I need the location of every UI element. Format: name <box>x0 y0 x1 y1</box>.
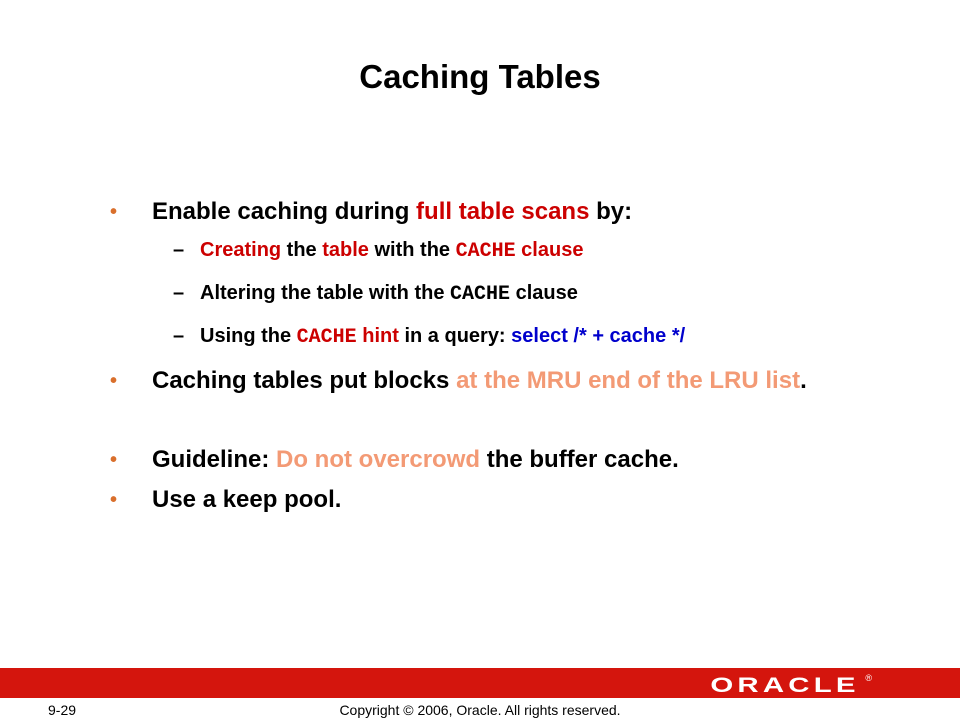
page-number: 9-29 <box>48 702 77 718</box>
bullet-text: Guideline: <box>152 446 277 473</box>
sub-bullet-using-hint <box>173 322 686 352</box>
bullet-icon: • <box>110 449 118 471</box>
code-cache: CACHE <box>455 240 516 263</box>
sub-bullet-text: Altering the table with the <box>200 282 451 304</box>
highlight-table: table <box>322 239 369 261</box>
highlight-clause: clause <box>515 239 584 261</box>
sub-bullet-text: in a query: <box>398 325 512 347</box>
code-cache: CACHE <box>296 326 357 349</box>
bullet-text: by: <box>589 198 633 225</box>
bullet-enable-caching <box>110 195 872 229</box>
bullet-icon: • <box>110 370 118 392</box>
dash-icon: – <box>173 282 185 304</box>
dash-icon: – <box>173 239 185 261</box>
bullet-text: Use a keep pool. <box>152 486 342 513</box>
sub-bullet-altering <box>173 279 578 309</box>
code-cache: CACHE <box>450 283 511 306</box>
bullet-text: Caching tables put blocks <box>152 367 457 394</box>
highlight-hint: hint <box>356 325 399 347</box>
copyright-notice: Copyright © 2006, Oracle. All rights reserved. <box>339 702 621 718</box>
dash-icon: – <box>173 325 185 347</box>
bullet-icon: • <box>110 201 118 223</box>
bullet-keep-pool <box>110 483 872 517</box>
highlight-do-not-overcrowd: Do not overcrowd <box>276 446 481 473</box>
sub-bullet-text: clause <box>510 282 578 304</box>
oracle-logo: ORACLE <box>710 674 860 697</box>
bullet-text: the buffer cache. <box>480 446 679 473</box>
highlight-creating: Creating <box>200 239 282 261</box>
bullet-text: Enable caching during <box>152 198 417 225</box>
sub-bullet-text: Using the <box>200 325 297 347</box>
bullet-caching-tables <box>110 364 872 398</box>
highlight-mru-end: at the MRU end of the LRU list <box>456 367 801 394</box>
footer-bar <box>0 668 960 698</box>
bullet-icon: • <box>110 489 118 511</box>
sub-bullet-text: the <box>281 239 323 261</box>
code-select-hint: select /* + cache */ <box>511 325 686 347</box>
sub-bullet-text: with the <box>368 239 456 261</box>
bullet-guideline <box>110 443 872 477</box>
bullet-text: . <box>800 367 807 394</box>
slide-title: Caching Tables <box>359 58 601 95</box>
registered-mark: ® <box>865 673 872 683</box>
sub-bullet-creating <box>173 236 584 266</box>
highlight-full-table-scans: full table scans <box>416 198 590 225</box>
